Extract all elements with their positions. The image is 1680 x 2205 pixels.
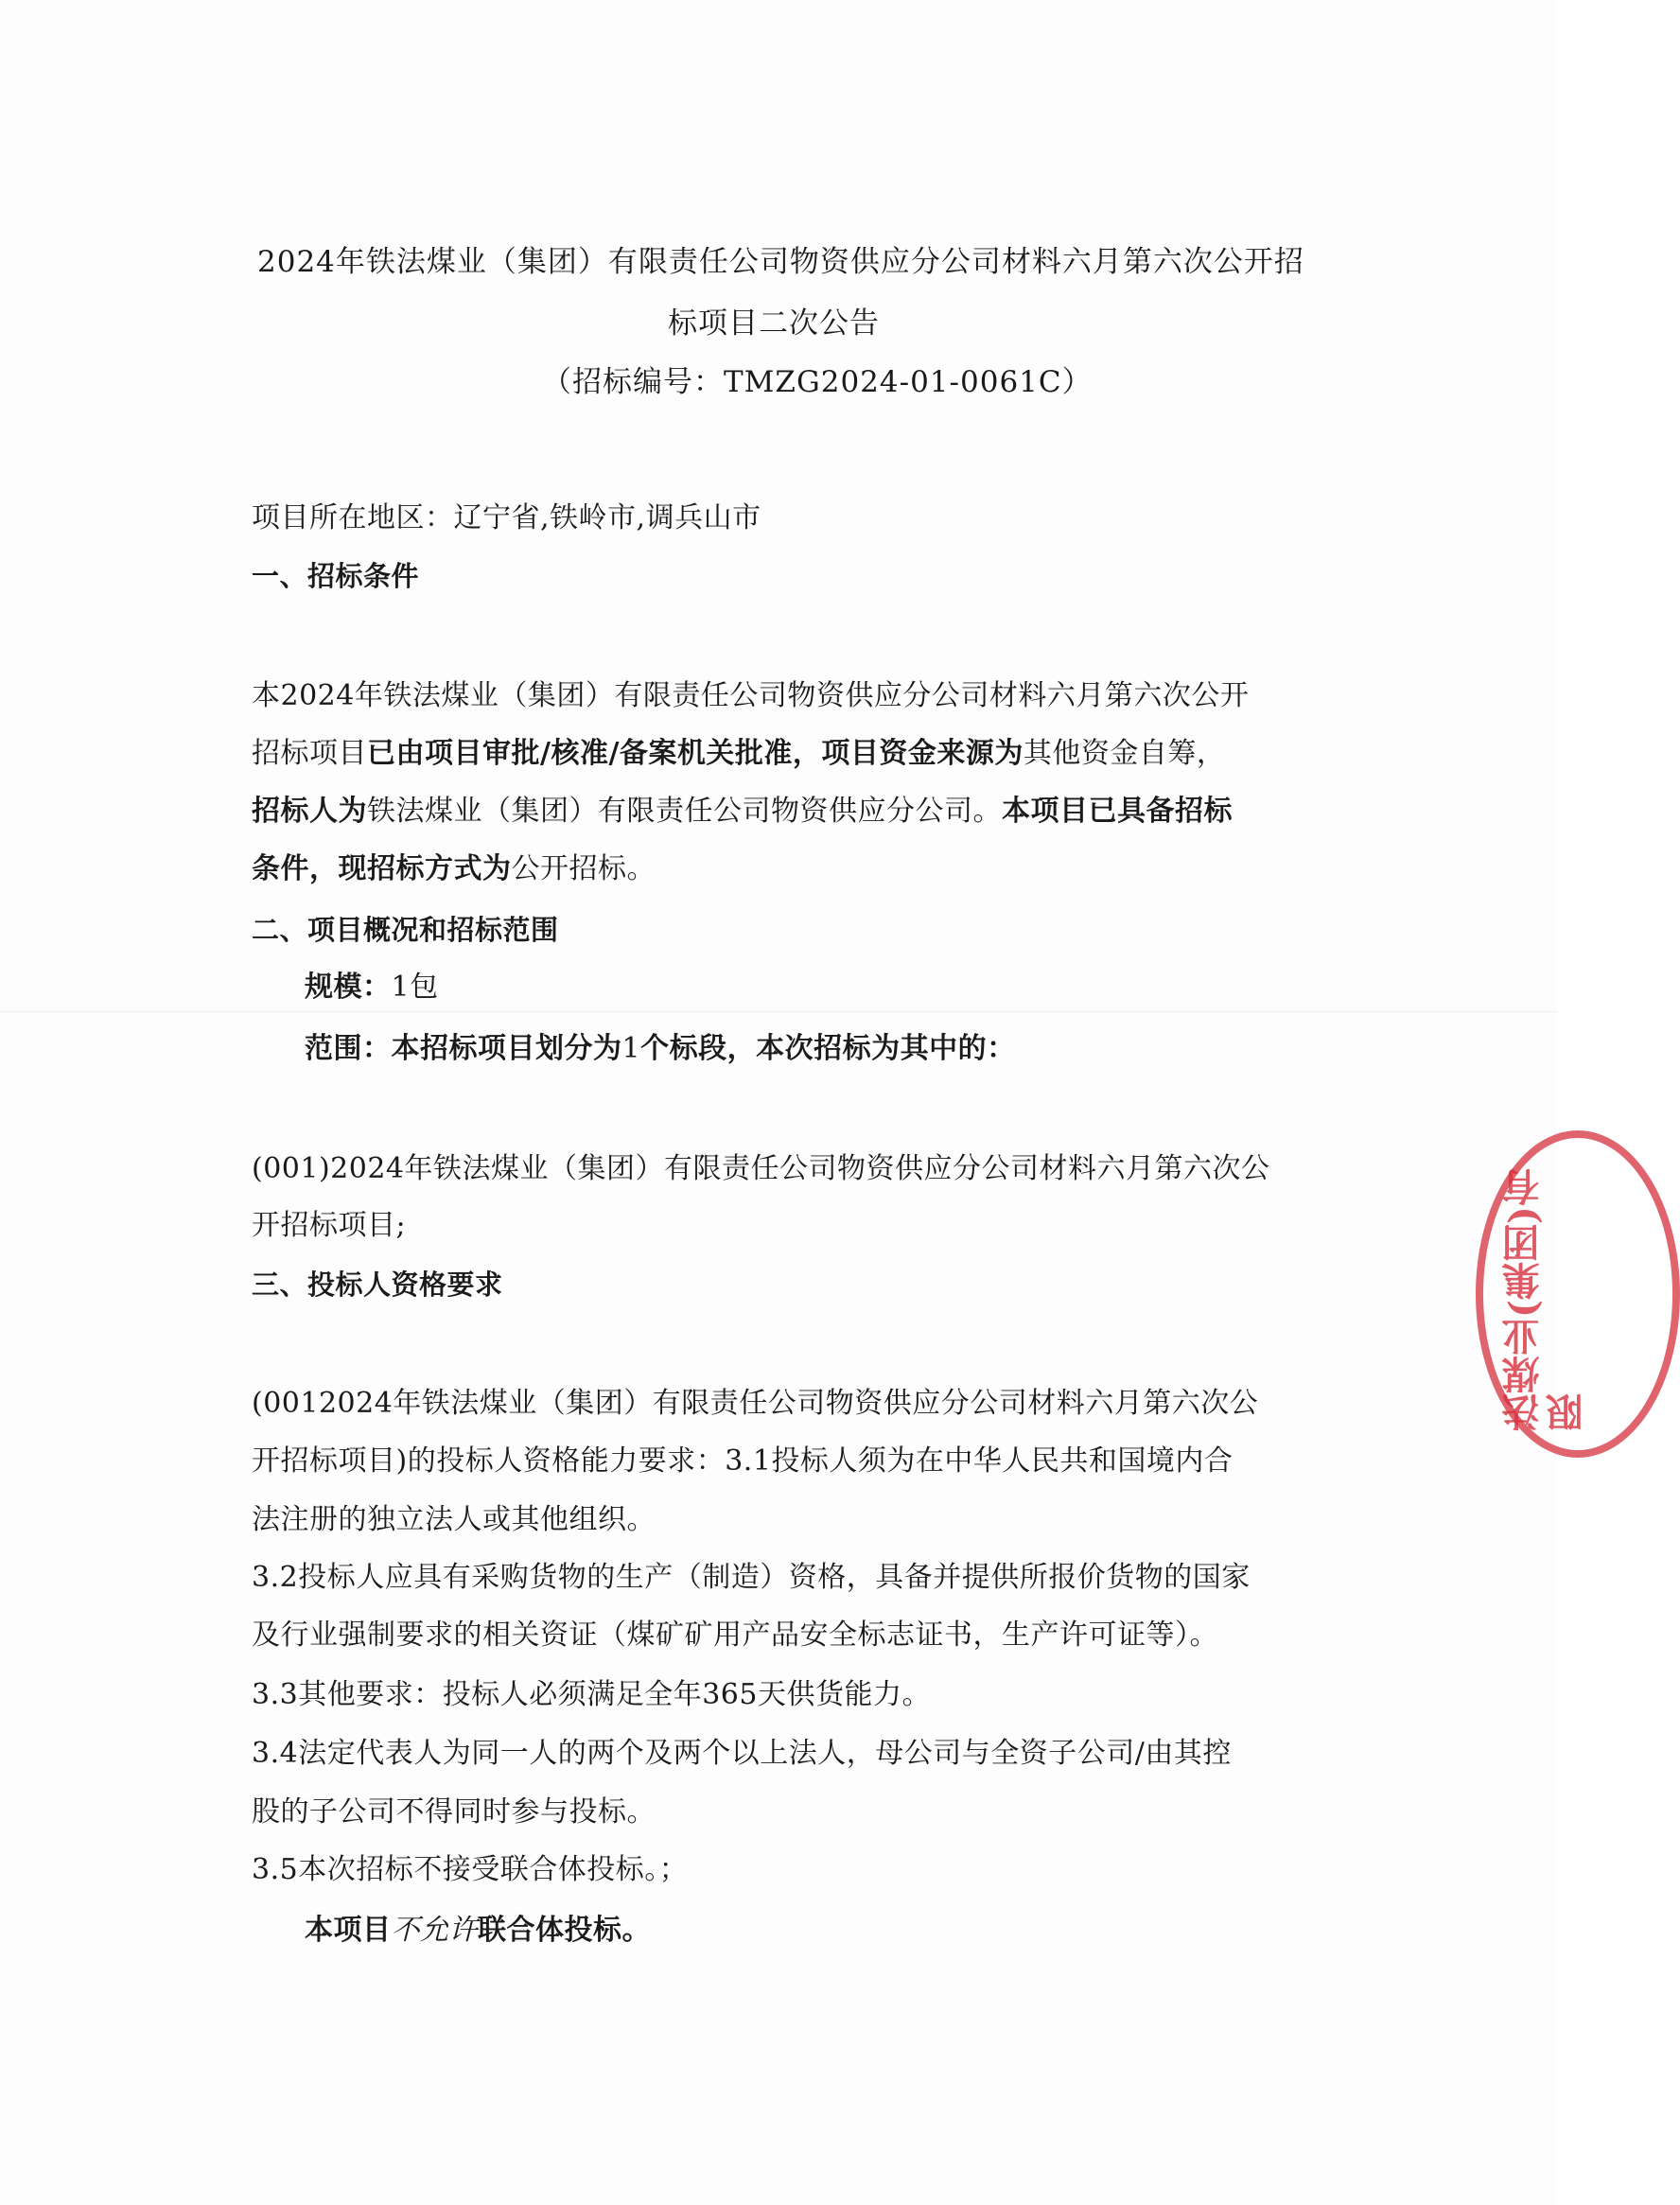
section-1-paragraph-line-4 <box>252 850 656 888</box>
consortium-statement <box>305 1912 651 1950</box>
text-span-bold: 招标人为 <box>252 795 367 828</box>
section-1-paragraph-line-2 <box>252 735 1225 773</box>
qualification-line-9: 3.5本次招标不接受联合体投标。； <box>252 1853 689 1886</box>
qualification-line-3: 法注册的独立法人或其他组织。 <box>252 1503 656 1536</box>
text-span: 其他资金自筹， <box>1023 737 1226 770</box>
text-span-bold: 条件，现招标方式为 <box>252 852 512 885</box>
text-span-bold: 本项目 <box>305 1914 392 1947</box>
text-span-bold: 项目资金来源为 <box>821 737 1024 770</box>
text-span: 招标项目 <box>252 737 367 770</box>
text-span-bold: 个标段，本次招标为其中的： <box>640 1032 1016 1065</box>
qualification-line-6: 3.3其他要求：投标人必须满足全年365天供货能力。 <box>252 1678 931 1711</box>
text-span: 铁法煤业（集团）有限责任公司物资供应分公司。 <box>367 795 1002 828</box>
text-span-bold: 范围：本招标项目划分为 <box>305 1032 622 1065</box>
title-bid-number: （招标编号：TMZG2024-01-0061C） <box>542 365 1093 399</box>
seal-text: 法煤业(集团)有限 <box>1501 1168 1589 1431</box>
qualification-line-8: 股的子公司不得同时参与投标。 <box>252 1795 656 1829</box>
lot-item-line-1: (001)2024年铁法煤业（集团）有限责任公司物资供应分公司材料六月第六次公 <box>252 1152 1270 1185</box>
section-1-heading: 一、招标条件 <box>252 560 420 592</box>
page-fold-line <box>0 1010 1557 1013</box>
text-span: 公开招标。 <box>511 852 656 885</box>
text-span-bold: 已由 <box>367 737 425 770</box>
qualification-line-2: 开招标项目)的投标人资格能力要求：3.1投标人须为在中华人民共和国境内合 <box>252 1444 1234 1478</box>
scale-line <box>305 969 439 1006</box>
project-region: 项目所在地区：辽宁省,铁岭市,调兵山市 <box>252 501 761 534</box>
section-2-heading: 二、项目概况和招标范围 <box>252 914 559 946</box>
text-span-bold: 联合体投标。 <box>478 1914 651 1947</box>
qualification-line-1: (0012024年铁法煤业（集团）有限责任公司物资供应分公司材料六月第六次公 <box>252 1387 1259 1420</box>
lot-item-line-2: 开招标项目; <box>252 1209 407 1242</box>
text-span-bold: 本项目已具备招标 <box>1002 795 1233 828</box>
qualification-line-7: 3.4法定代表人为同一人的两个及两个以上法人，母公司与全资子公司/由其控 <box>252 1737 1232 1770</box>
scope-line <box>305 1030 1016 1068</box>
qualification-line-4: 3.2投标人应具有采购货物的生产（制造）资格，具备并提供所报价货物的国家 <box>252 1561 1251 1594</box>
text-span-italic: 不允许 <box>391 1914 478 1947</box>
section-1-paragraph-line-1: 本2024年铁法煤业（集团）有限责任公司物资供应分公司材料六月第六次公开 <box>252 679 1250 712</box>
title-line-1: 2024年铁法煤业（集团）有限责任公司物资供应分公司材料六月第六次公开招 <box>257 245 1304 279</box>
text-span: 1 <box>621 1032 641 1065</box>
scale-value: 1包 <box>391 971 439 1004</box>
section-3-heading: 三、投标人资格要求 <box>252 1269 503 1301</box>
company-seal <box>1476 1130 1680 1458</box>
title-line-2: 标项目二次公告 <box>668 306 880 341</box>
section-1-paragraph-line-3 <box>252 793 1233 831</box>
scale-label: 规模： <box>305 971 392 1004</box>
text-span-bold: 项目审批/核准/备案机关批准， <box>425 737 822 770</box>
qualification-line-5: 及行业强制要求的相关资证（煤矿矿用产品安全标志证书，生产许可证等）。 <box>252 1619 1218 1652</box>
